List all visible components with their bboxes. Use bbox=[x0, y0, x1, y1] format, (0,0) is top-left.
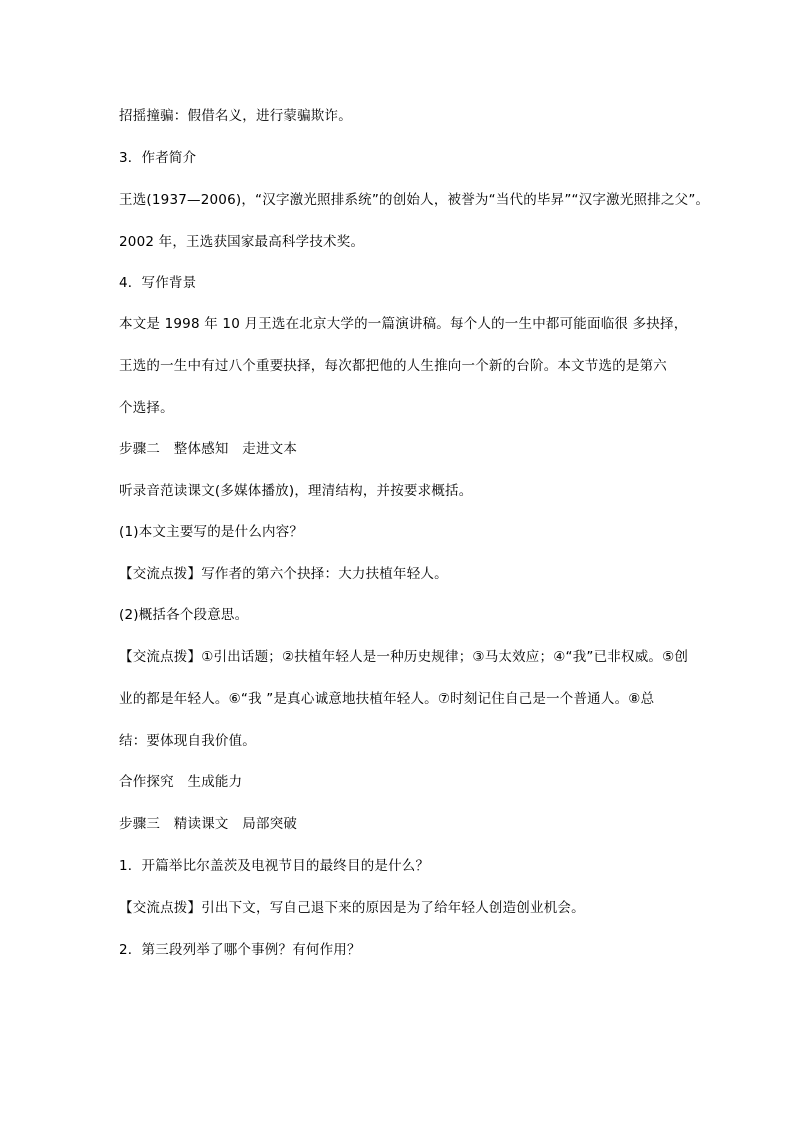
text-line-background-2: 王选的一生中有过八个重要抉择，每次都把他的人生推向一个新的台阶。本文节选的是第六 bbox=[119, 358, 667, 374]
answer-2-line-3: 结：要体现自我价值。 bbox=[119, 733, 256, 749]
section-heading-step-two: 步骤二 整体感知 走进文本 bbox=[119, 441, 298, 457]
question-2: (2)概括各个段意思。 bbox=[119, 607, 249, 623]
text-line-background-1: 本文是 1998 年 10 月王选在北京大学的一篇演讲稿。每个人的一生中都可能面临很 多抉择， bbox=[119, 316, 688, 332]
section-heading-step-three: 步骤三 精读课文 局部突破 bbox=[119, 816, 298, 832]
answer-step3-1: 【交流点拨】引出下文，写自己退下来的原因是为了给年轻人创造创业机会。 bbox=[119, 900, 585, 916]
question-step3-1: 1．开篇举比尔盖茨及电视节目的最终目的是什么？ bbox=[119, 858, 430, 874]
question-step3-2: 2．第三段列举了哪个事例？有何作用？ bbox=[119, 942, 361, 958]
answer-2-line-2: 业的都是年轻人。⑥“我 ”是真心诚意地扶植年轻人。⑦时刻记住自己是一个普通人。⑧总 bbox=[119, 691, 655, 707]
text-line-listening: 听录音范读课文(多媒体播放)，理清结构，并按要求概括。 bbox=[119, 483, 473, 499]
section-heading-cooperation: 合作探究 生成能力 bbox=[119, 774, 243, 790]
answer-2-line-1: 【交流点拨】①引出话题；②扶植年轻人是一种历史规律；③马太效应；④“我”已非权威。⑤创 bbox=[119, 649, 689, 665]
section-heading-background: 4．写作背景 bbox=[119, 275, 197, 291]
text-line-award: 2002 年，王选获国家最高科学技术奖。 bbox=[119, 234, 365, 250]
answer-1: 【交流点拨】写作者的第六个抉择：大力扶植年轻人。 bbox=[119, 566, 448, 582]
text-line-background-3: 个选择。 bbox=[119, 400, 174, 416]
section-heading-author: 3．作者简介 bbox=[119, 150, 197, 166]
text-line-idiom: 招摇撞骗：假借名义，进行蒙骗欺诈。 bbox=[119, 108, 352, 124]
question-1: (1)本文主要写的是什么内容？ bbox=[119, 524, 304, 540]
text-line-author-bio: 王选(1937—2006)，“汉字激光照排系统”的创始人，被誉为“当代的毕昇”“汉字激光照排之父”。 bbox=[119, 192, 710, 208]
